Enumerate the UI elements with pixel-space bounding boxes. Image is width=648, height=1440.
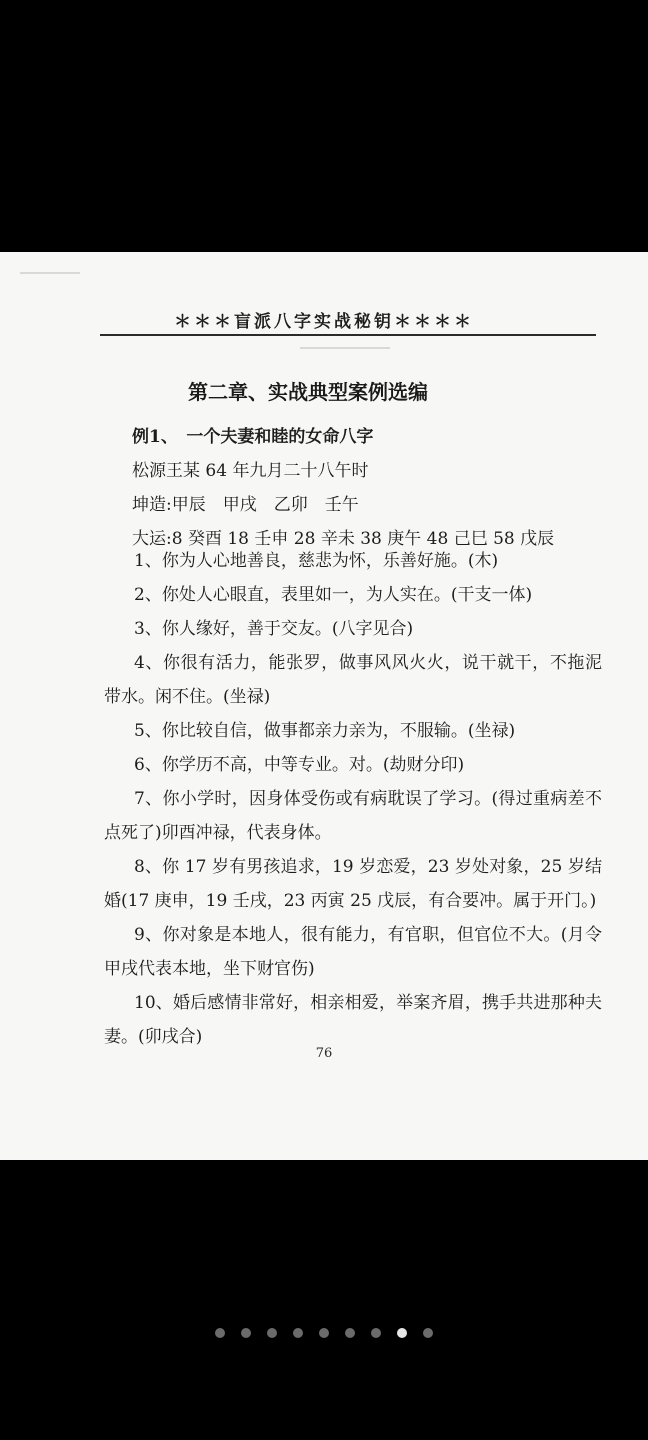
example-title: 例1、 一个夫妻和睦的女命八字 [132,427,374,447]
list-item: 4、你很有活力，能张罗，做事风风火火，说干就干，不拖泥带水。闲不住。(坐禄) [104,653,602,707]
list-item: 2、你处人心眼直，表里如一，为人实在。(干支一体) [134,585,533,605]
list-item: 9、你对象是本地人，很有能力，有官职，但官位不大。(月令甲戌代表本地，坐下财官伤) [104,925,602,979]
bleed-through-mark [20,272,80,274]
page-dot[interactable] [345,1328,355,1338]
list-item: 3、你人缘好，善于交友。(八字见合) [134,619,414,639]
bleed-through-mark [300,347,390,349]
page-dot[interactable] [293,1328,303,1338]
page-indicator[interactable] [0,1328,648,1338]
document-page [0,252,648,1160]
page-dot[interactable] [319,1328,329,1338]
page-dot[interactable] [267,1328,277,1338]
list-item: 6、你学历不高，中等专业。对。(劫财分印) [134,755,465,775]
page-number: 76 [315,1046,333,1061]
page-dot-active[interactable] [397,1328,407,1338]
running-header: ＊＊＊盲派八字实战秘钥＊＊＊＊ [174,312,474,332]
page-dot[interactable] [215,1328,225,1338]
list-item: 1、你为人心地善良，慈悲为怀，乐善好施。(木) [134,551,499,571]
page-dot[interactable] [371,1328,381,1338]
list-item: 7、你小学时，因身体受伤或有病耽误了学习。(得过重病差不点死了)卯酉冲禄，代表身体。 [104,789,602,843]
page-dot[interactable] [241,1328,251,1338]
header-rule [100,334,596,336]
list-item: 5、你比较自信，做事都亲力亲为，不服输。(坐禄) [134,721,516,741]
subject-line: 松源王某 64 年九月二十八午时 [132,461,369,481]
list-item: 8、你 17 岁有男孩追求，19 岁恋爱，23 岁处对象，25 岁结婚(17 庚申，19 壬戌，23 丙寅 25 戊辰，有合要冲。属于开门。) [104,857,602,911]
list-item: 10、婚后感情非常好，相亲相爱，举案齐眉，携手共进那种夫妻。(卯戌合) [104,993,602,1047]
page-dot[interactable] [423,1328,433,1338]
luck-cycle-line: 大运:8 癸酉 18 壬申 28 辛未 38 庚午 48 己巳 58 戊辰 [132,529,555,549]
chart-line: 坤造:甲辰 甲戌 乙卯 壬午 [132,495,359,515]
chapter-title: 第二章、实战典型案例选编 [188,380,428,404]
